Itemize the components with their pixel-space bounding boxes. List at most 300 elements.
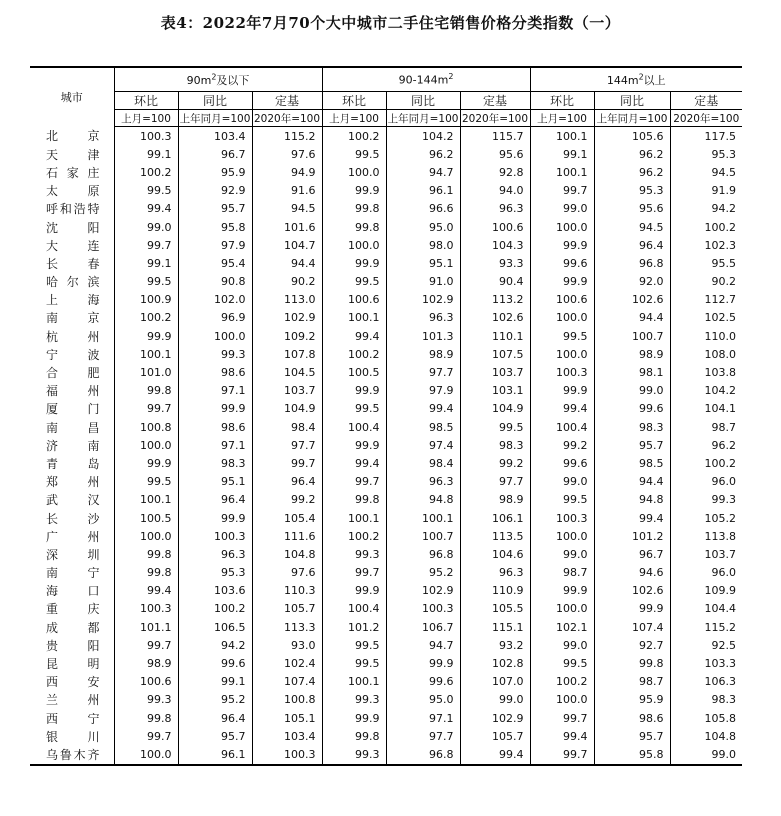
index-value: 100.6 xyxy=(530,291,594,309)
city-name: 南宁 xyxy=(46,566,100,581)
index-value: 100.1 xyxy=(530,163,594,181)
index-value: 96.4 xyxy=(178,491,252,509)
index-value: 107.0 xyxy=(460,673,530,691)
table-row xyxy=(30,254,742,272)
index-value: 102.6 xyxy=(460,309,530,327)
index-value: 100.0 xyxy=(530,691,594,709)
index-value: 99.1 xyxy=(530,145,594,163)
index-value: 99.9 xyxy=(322,709,386,727)
index-value: 99.5 xyxy=(460,418,530,436)
index-value: 104.2 xyxy=(386,127,460,146)
index-value: 103.7 xyxy=(460,363,530,381)
table-row xyxy=(30,654,742,672)
index-value: 99.7 xyxy=(114,236,178,254)
index-value: 100.7 xyxy=(594,327,670,345)
index-value: 95.9 xyxy=(178,163,252,181)
index-value: 99.8 xyxy=(594,654,670,672)
index-value: 95.7 xyxy=(594,436,670,454)
table-body xyxy=(30,127,742,765)
index-value: 96.6 xyxy=(386,200,460,218)
index-value: 100.3 xyxy=(386,600,460,618)
index-value: 99.5 xyxy=(114,182,178,200)
index-value: 105.7 xyxy=(460,727,530,745)
index-value: 99.8 xyxy=(322,491,386,509)
index-value: 115.2 xyxy=(252,127,322,146)
table-row xyxy=(30,691,742,709)
index-value: 100.4 xyxy=(322,418,386,436)
index-value: 96.7 xyxy=(594,545,670,563)
index-value: 104.5 xyxy=(252,363,322,381)
index-value: 104.8 xyxy=(252,545,322,563)
index-value: 104.7 xyxy=(252,236,322,254)
index-value: 102.6 xyxy=(594,291,670,309)
index-value: 100.8 xyxy=(252,691,322,709)
sub-header-mom: 环比 xyxy=(530,92,594,110)
index-value: 109.2 xyxy=(252,327,322,345)
table-row xyxy=(30,418,742,436)
index-value: 99.7 xyxy=(530,182,594,200)
city-name: 上海 xyxy=(46,293,100,308)
index-value: 96.4 xyxy=(178,709,252,727)
table-row xyxy=(30,673,742,691)
index-value: 92.8 xyxy=(460,163,530,181)
table-row xyxy=(30,509,742,527)
index-value: 107.5 xyxy=(460,345,530,363)
index-value: 107.8 xyxy=(252,345,322,363)
index-value: 106.5 xyxy=(178,618,252,636)
city-name: 长沙 xyxy=(46,511,100,526)
index-value: 99.9 xyxy=(530,582,594,600)
index-value: 99.9 xyxy=(178,400,252,418)
city-name: 海口 xyxy=(46,584,100,599)
index-value: 104.4 xyxy=(670,600,742,618)
index-value: 105.7 xyxy=(252,600,322,618)
index-value: 105.1 xyxy=(252,709,322,727)
index-value: 99.9 xyxy=(322,182,386,200)
index-value: 94.7 xyxy=(386,163,460,181)
index-value: 99.4 xyxy=(322,454,386,472)
index-value: 97.9 xyxy=(178,236,252,254)
index-value: 100.1 xyxy=(114,345,178,363)
index-value: 96.7 xyxy=(178,145,252,163)
index-value: 100.2 xyxy=(322,527,386,545)
index-value: 100.0 xyxy=(114,527,178,545)
index-value: 99.4 xyxy=(386,400,460,418)
index-value: 95.1 xyxy=(386,254,460,272)
index-value: 98.6 xyxy=(594,709,670,727)
index-value: 91.6 xyxy=(252,182,322,200)
index-value: 103.3 xyxy=(670,654,742,672)
index-value: 102.0 xyxy=(178,291,252,309)
index-value: 112.7 xyxy=(670,291,742,309)
table-row xyxy=(30,473,742,491)
index-value: 100.0 xyxy=(530,527,594,545)
city-name: 昆明 xyxy=(46,657,100,672)
city-name: 贵阳 xyxy=(46,638,100,653)
index-value: 95.3 xyxy=(178,564,252,582)
table-row xyxy=(30,382,742,400)
index-value: 94.2 xyxy=(178,636,252,654)
index-value: 101.2 xyxy=(322,618,386,636)
index-value: 95.9 xyxy=(594,691,670,709)
city-column-header: 城市 xyxy=(30,67,114,127)
index-value: 95.3 xyxy=(594,182,670,200)
index-value: 100.0 xyxy=(530,218,594,236)
index-value: 99.6 xyxy=(594,400,670,418)
index-value: 99.0 xyxy=(114,218,178,236)
city-name: 宁波 xyxy=(46,347,100,362)
city-name: 西安 xyxy=(46,675,100,690)
index-value: 99.4 xyxy=(594,509,670,527)
index-value: 98.7 xyxy=(594,673,670,691)
index-value: 102.3 xyxy=(670,236,742,254)
index-value: 96.0 xyxy=(670,564,742,582)
index-value: 97.7 xyxy=(386,363,460,381)
table-row xyxy=(30,163,742,181)
index-value: 99.2 xyxy=(460,454,530,472)
index-value: 110.1 xyxy=(460,327,530,345)
index-value: 104.2 xyxy=(670,382,742,400)
index-value: 95.6 xyxy=(594,200,670,218)
index-value: 96.3 xyxy=(386,473,460,491)
city-name: 重庆 xyxy=(46,602,100,617)
index-value: 99.6 xyxy=(386,673,460,691)
index-value: 113.8 xyxy=(670,527,742,545)
index-value: 93.2 xyxy=(460,636,530,654)
index-value: 92.7 xyxy=(594,636,670,654)
index-value: 96.8 xyxy=(386,745,460,764)
index-value: 98.0 xyxy=(386,236,460,254)
index-value: 100.5 xyxy=(322,363,386,381)
index-value: 99.9 xyxy=(594,600,670,618)
index-value: 99.0 xyxy=(530,545,594,563)
index-value: 115.1 xyxy=(460,618,530,636)
index-value: 99.5 xyxy=(530,491,594,509)
index-value: 96.1 xyxy=(386,182,460,200)
base-header-prev-year: 上年同月=100 xyxy=(594,110,670,127)
index-value: 100.3 xyxy=(530,363,594,381)
index-value: 102.9 xyxy=(386,291,460,309)
base-header-prev-year: 上年同月=100 xyxy=(178,110,252,127)
index-value: 104.1 xyxy=(670,400,742,418)
index-value: 100.0 xyxy=(178,327,252,345)
index-value: 99.5 xyxy=(114,273,178,291)
base-header-prev-year: 上年同月=100 xyxy=(386,110,460,127)
index-value: 94.2 xyxy=(670,200,742,218)
index-value: 100.0 xyxy=(530,600,594,618)
index-value: 99.9 xyxy=(114,327,178,345)
index-value: 102.6 xyxy=(594,582,670,600)
index-value: 100.1 xyxy=(530,127,594,146)
index-value: 99.9 xyxy=(322,582,386,600)
index-value: 100.2 xyxy=(530,673,594,691)
index-value: 99.8 xyxy=(322,218,386,236)
index-value: 97.7 xyxy=(460,473,530,491)
index-value: 96.1 xyxy=(178,745,252,764)
city-name: 天津 xyxy=(46,147,100,162)
group-header-small: $90m^2$及以下 xyxy=(114,67,322,92)
index-value: 96.8 xyxy=(386,545,460,563)
city-name: 兰州 xyxy=(46,693,100,708)
index-value: 95.0 xyxy=(386,218,460,236)
table-row xyxy=(30,436,742,454)
index-value: 94.4 xyxy=(252,254,322,272)
index-value: 96.4 xyxy=(594,236,670,254)
base-header-prev-month: 上月=100 xyxy=(322,110,386,127)
index-value: 94.5 xyxy=(594,218,670,236)
table-row xyxy=(30,309,742,327)
index-value: 104.9 xyxy=(252,400,322,418)
index-value: 100.3 xyxy=(178,527,252,545)
index-value: 90.2 xyxy=(670,273,742,291)
index-value: 94.9 xyxy=(252,163,322,181)
index-value: 99.0 xyxy=(460,691,530,709)
table-row xyxy=(30,363,742,381)
index-value: 102.8 xyxy=(460,654,530,672)
city-name: 厦门 xyxy=(46,402,100,417)
index-value: 101.1 xyxy=(114,618,178,636)
index-value: 100.1 xyxy=(114,491,178,509)
index-value: 95.6 xyxy=(460,145,530,163)
index-value: 102.5 xyxy=(670,309,742,327)
index-value: 103.6 xyxy=(178,582,252,600)
table-row xyxy=(30,291,742,309)
index-value: 101.6 xyxy=(252,218,322,236)
index-value: 94.8 xyxy=(594,491,670,509)
index-value: 96.2 xyxy=(670,436,742,454)
index-value: 98.4 xyxy=(386,454,460,472)
index-value: 99.3 xyxy=(178,345,252,363)
index-value: 97.1 xyxy=(386,709,460,727)
index-value: 97.1 xyxy=(178,382,252,400)
index-value: 100.6 xyxy=(460,218,530,236)
index-value: 99.5 xyxy=(322,654,386,672)
index-value: 93.0 xyxy=(252,636,322,654)
index-value: 115.7 xyxy=(460,127,530,146)
index-value: 101.0 xyxy=(114,363,178,381)
index-value: 113.2 xyxy=(460,291,530,309)
sub-header-fixed-base: 定基 xyxy=(460,92,530,110)
index-value: 99.4 xyxy=(530,400,594,418)
table-row xyxy=(30,618,742,636)
index-value: 100.9 xyxy=(114,291,178,309)
index-value: 98.3 xyxy=(670,691,742,709)
city-name: 太原 xyxy=(46,184,100,199)
index-value: 102.9 xyxy=(460,709,530,727)
city-name: 北京 xyxy=(46,129,100,144)
index-value: 105.8 xyxy=(670,709,742,727)
table-row xyxy=(30,200,742,218)
index-value: 99.2 xyxy=(530,436,594,454)
index-value: 94.0 xyxy=(460,182,530,200)
table-row xyxy=(30,727,742,745)
index-value: 96.3 xyxy=(460,200,530,218)
index-value: 95.3 xyxy=(670,145,742,163)
index-value: 98.7 xyxy=(530,564,594,582)
city-name: 杭州 xyxy=(46,329,100,344)
index-value: 98.9 xyxy=(594,345,670,363)
group-header-large: $144m^2$以上 xyxy=(530,67,742,92)
index-value: 99.5 xyxy=(114,473,178,491)
index-value: 104.6 xyxy=(460,545,530,563)
index-value: 105.2 xyxy=(670,509,742,527)
city-name: 广州 xyxy=(46,529,100,544)
index-value: 99.1 xyxy=(114,145,178,163)
index-value: 99.8 xyxy=(322,727,386,745)
table-row xyxy=(30,218,742,236)
index-value: 99.4 xyxy=(114,582,178,600)
index-value: 117.5 xyxy=(670,127,742,146)
index-value: 99.5 xyxy=(530,654,594,672)
index-value: 100.6 xyxy=(114,673,178,691)
index-value: 110.0 xyxy=(670,327,742,345)
index-value: 98.5 xyxy=(386,418,460,436)
index-value: 100.5 xyxy=(114,509,178,527)
sub-header-yoy: 同比 xyxy=(386,92,460,110)
index-value: 99.7 xyxy=(114,636,178,654)
index-value: 98.5 xyxy=(594,454,670,472)
index-value: 100.0 xyxy=(322,236,386,254)
index-value: 99.8 xyxy=(114,564,178,582)
index-value: 100.2 xyxy=(670,454,742,472)
city-name: 哈尔滨 xyxy=(46,275,100,290)
index-value: 97.9 xyxy=(386,382,460,400)
index-value: 98.9 xyxy=(386,345,460,363)
index-value: 99.3 xyxy=(670,491,742,509)
index-value: 100.3 xyxy=(530,509,594,527)
index-value: 99.8 xyxy=(322,200,386,218)
index-value: 100.2 xyxy=(322,345,386,363)
city-name: 大连 xyxy=(46,238,100,253)
index-value: 93.3 xyxy=(460,254,530,272)
index-value: 100.2 xyxy=(114,309,178,327)
index-value: 94.7 xyxy=(386,636,460,654)
index-value: 100.2 xyxy=(670,218,742,236)
index-value: 98.9 xyxy=(114,654,178,672)
index-value: 99.7 xyxy=(530,709,594,727)
index-value: 100.0 xyxy=(322,163,386,181)
city-name: 石家庄 xyxy=(46,165,100,180)
base-header-2020: 2020年=100 xyxy=(460,110,530,127)
index-value: 94.4 xyxy=(594,309,670,327)
index-value: 99.3 xyxy=(322,745,386,764)
index-value: 94.5 xyxy=(670,163,742,181)
sub-header-mom: 环比 xyxy=(114,92,178,110)
sub-header-yoy: 同比 xyxy=(178,92,252,110)
index-value: 95.7 xyxy=(594,727,670,745)
index-value: 104.3 xyxy=(460,236,530,254)
index-value: 96.3 xyxy=(386,309,460,327)
city-name: 长春 xyxy=(46,256,100,271)
index-value: 96.2 xyxy=(386,145,460,163)
index-value: 106.1 xyxy=(460,509,530,527)
index-value: 100.4 xyxy=(530,418,594,436)
index-value: 94.8 xyxy=(386,491,460,509)
index-value: 96.2 xyxy=(594,145,670,163)
table-row xyxy=(30,564,742,582)
index-value: 95.8 xyxy=(178,218,252,236)
table-row xyxy=(30,182,742,200)
index-value: 99.1 xyxy=(178,673,252,691)
index-value: 103.4 xyxy=(178,127,252,146)
index-value: 98.1 xyxy=(594,363,670,381)
index-value: 106.7 xyxy=(386,618,460,636)
index-value: 92.9 xyxy=(178,182,252,200)
index-value: 100.1 xyxy=(386,509,460,527)
index-value: 110.3 xyxy=(252,582,322,600)
table-row xyxy=(30,145,742,163)
index-value: 105.5 xyxy=(460,600,530,618)
index-value: 102.9 xyxy=(386,582,460,600)
sub-header-mom: 环比 xyxy=(322,92,386,110)
index-value: 97.1 xyxy=(178,436,252,454)
index-value: 97.6 xyxy=(252,145,322,163)
city-name: 武汉 xyxy=(46,493,100,508)
city-name: 青岛 xyxy=(46,456,100,471)
index-value: 91.0 xyxy=(386,273,460,291)
index-value: 94.4 xyxy=(594,473,670,491)
index-value: 97.4 xyxy=(386,436,460,454)
base-header-2020: 2020年=100 xyxy=(252,110,322,127)
index-value: 99.9 xyxy=(322,436,386,454)
index-value: 94.6 xyxy=(594,564,670,582)
city-name: 沈阳 xyxy=(46,220,100,235)
index-value: 94.5 xyxy=(252,200,322,218)
index-value: 90.2 xyxy=(252,273,322,291)
index-value: 99.9 xyxy=(386,654,460,672)
index-value: 99.3 xyxy=(322,545,386,563)
index-value: 100.2 xyxy=(322,127,386,146)
city-name: 银川 xyxy=(46,729,100,744)
index-value: 101.2 xyxy=(594,527,670,545)
index-value: 109.9 xyxy=(670,582,742,600)
base-header-2020: 2020年=100 xyxy=(670,110,742,127)
index-value: 99.5 xyxy=(322,145,386,163)
index-value: 110.9 xyxy=(460,582,530,600)
index-value: 113.3 xyxy=(252,618,322,636)
index-value: 100.1 xyxy=(322,673,386,691)
index-value: 95.2 xyxy=(178,691,252,709)
index-value: 103.1 xyxy=(460,382,530,400)
index-value: 113.0 xyxy=(252,291,322,309)
table-row xyxy=(30,600,742,618)
index-value: 99.0 xyxy=(530,200,594,218)
index-value: 98.3 xyxy=(460,436,530,454)
index-value: 99.4 xyxy=(530,727,594,745)
index-value: 101.3 xyxy=(386,327,460,345)
index-value: 90.8 xyxy=(178,273,252,291)
index-value: 99.8 xyxy=(114,382,178,400)
index-value: 98.3 xyxy=(594,418,670,436)
index-value: 103.7 xyxy=(670,545,742,563)
sub-header-yoy: 同比 xyxy=(594,92,670,110)
table-row xyxy=(30,400,742,418)
sub-header-fixed-base: 定基 xyxy=(670,92,742,110)
index-value: 99.8 xyxy=(114,709,178,727)
index-value: 96.3 xyxy=(460,564,530,582)
table-row xyxy=(30,709,742,727)
index-value: 107.4 xyxy=(594,618,670,636)
city-name: 成都 xyxy=(46,620,100,635)
index-value: 99.3 xyxy=(114,691,178,709)
city-name: 南京 xyxy=(46,311,100,326)
index-value: 92.0 xyxy=(594,273,670,291)
city-name: 呼和浩特 xyxy=(46,202,100,217)
index-value: 96.0 xyxy=(670,473,742,491)
index-value: 91.9 xyxy=(670,182,742,200)
index-value: 99.5 xyxy=(530,327,594,345)
index-value: 92.5 xyxy=(670,636,742,654)
